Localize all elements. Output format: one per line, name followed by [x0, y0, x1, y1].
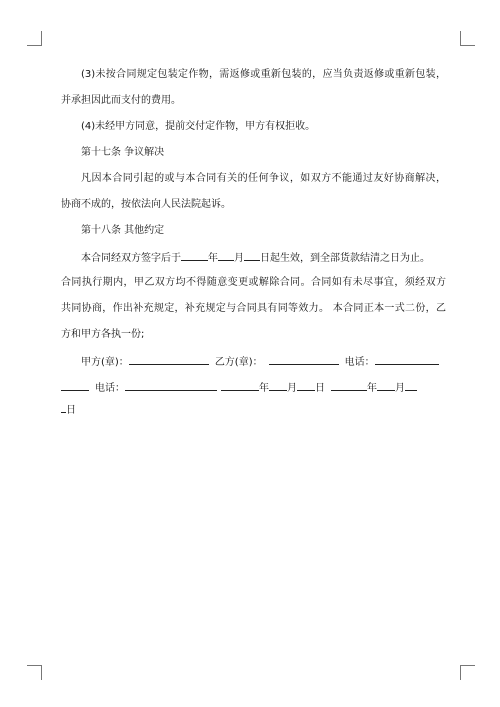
party-b-label: 乙方(章)： [214, 357, 263, 368]
article-17-line-1: 凡因本合同引起的或与本合同有关的任何争议，如双方不能通过友好协商解决， [81, 173, 446, 184]
party-a-day-blank[interactable] [297, 380, 315, 391]
signature-line-2 [61, 380, 417, 396]
phone-blank-1[interactable] [375, 354, 439, 365]
clause-3-line-1: (3)未按合同规定包装定作物，需返修或重新包装的，应当负责返修或重新包装， [81, 69, 446, 80]
phone-blank-2[interactable] [125, 380, 217, 391]
year-blank[interactable] [181, 250, 208, 261]
month-blank[interactable] [218, 250, 234, 261]
party-a-blank[interactable] [129, 354, 209, 365]
signature-line-3 [61, 402, 76, 418]
month-label: 月 [234, 253, 244, 264]
phone-label-2: 电话： [95, 383, 125, 394]
article-17-title: 第十七条 争议解决 [81, 147, 165, 158]
clause-3-line-2: 并承担因此而支付的费用。 [61, 95, 181, 106]
effective-prefix: 本合同经双方签字后于 [81, 253, 181, 264]
party-a-year-label: 年 [259, 383, 269, 394]
effective-suffix: 日起生效，到全部货款结清之日为止。 [260, 253, 430, 264]
party-a-label: 甲方(章)： [81, 357, 129, 368]
article-18-line-2: 合同执行期内，甲乙双方均不得随意变更或解除合同。合同如有未尽事宜，须经双方 [61, 277, 446, 288]
party-b-day-blank[interactable] [405, 380, 417, 391]
party-b-month-label: 月 [395, 383, 405, 394]
clause-4: (4)未经甲方同意，提前交付定作物，甲方有权拒收。 [81, 121, 316, 132]
party-a-month-label: 月 [287, 383, 297, 394]
party-b-blank[interactable] [269, 354, 339, 365]
crop-mark-top-right [460, 31, 475, 46]
article-18-line-3: 共同协商，作出补充规定，补充规定与合同具有同等效力。 本合同正本一式二份，乙 [61, 303, 446, 314]
party-a-day-label: 日 [315, 383, 325, 394]
effective-date-line [81, 250, 430, 266]
article-18-title: 第十八条 其他约定 [81, 225, 165, 236]
party-b-month-blank[interactable] [377, 380, 395, 391]
signature-line-1 [81, 354, 439, 370]
party-a-year-blank[interactable] [221, 380, 259, 391]
phone-blank-1-continued[interactable] [61, 380, 89, 391]
party-a-month-blank[interactable] [269, 380, 287, 391]
article-18-line-4: 方和甲方各执一份; [61, 329, 145, 340]
party-b-year-label: 年 [367, 383, 377, 394]
party-b-day-label: 日 [66, 405, 76, 416]
article-17-line-2: 协商不成的，按依法向人民法院起诉。 [61, 199, 231, 210]
crop-mark-bottom-right [460, 665, 475, 680]
crop-mark-bottom-left [27, 665, 42, 680]
party-b-year-blank[interactable] [331, 380, 367, 391]
year-label: 年 [208, 253, 218, 264]
crop-mark-top-left [27, 31, 42, 46]
phone-label-1: 电话： [344, 357, 375, 368]
day-blank[interactable] [244, 250, 260, 261]
